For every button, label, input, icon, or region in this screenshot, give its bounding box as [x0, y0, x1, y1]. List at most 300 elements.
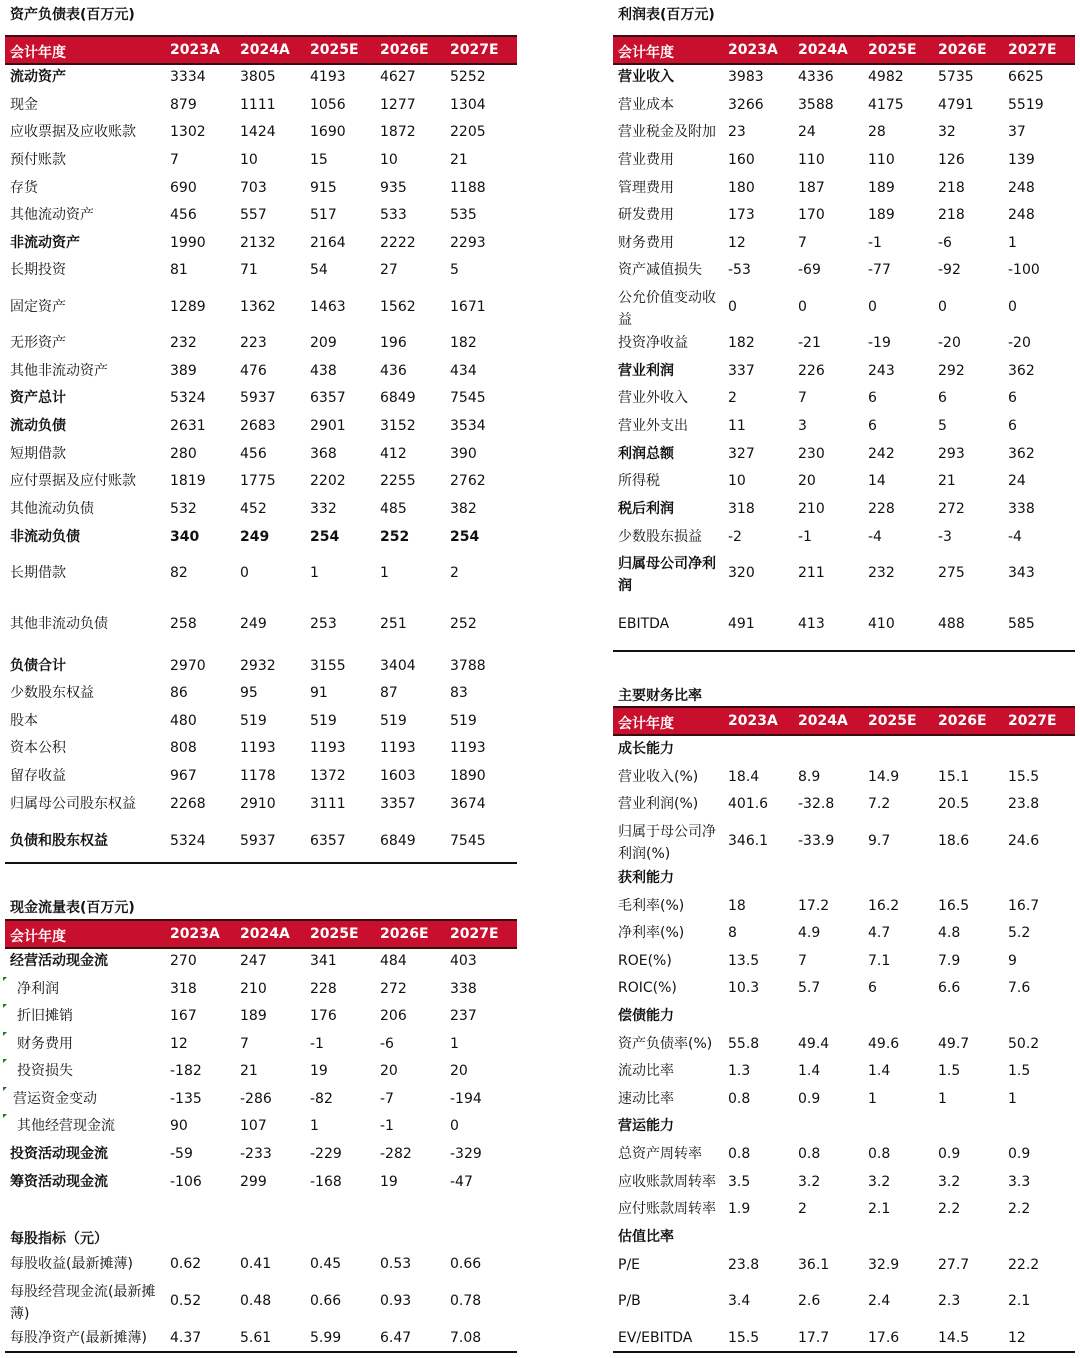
cell-value: 23.8	[728, 1257, 760, 1273]
balance-sheet-header	[5, 35, 517, 65]
cell-value: 13.5	[728, 953, 760, 969]
row-label: 偿债能力	[618, 1008, 674, 1024]
cell-value: 1	[310, 565, 319, 581]
table-row	[613, 924, 1075, 952]
cell-value: 248	[1008, 207, 1035, 223]
row-label: 研发费用	[618, 207, 674, 223]
cell-value: 703	[240, 180, 267, 196]
cell-value: 389	[170, 363, 197, 379]
cell-value: 332	[310, 501, 337, 517]
cell-value: 23	[728, 124, 746, 140]
cell-value: 17.6	[868, 1330, 900, 1346]
ratios-bottom-rule	[613, 1351, 1075, 1353]
row-label: 现金	[10, 97, 38, 113]
cell-value: 0.48	[240, 1293, 272, 1309]
cell-value: 5252	[450, 69, 486, 85]
cell-value: 4193	[310, 69, 346, 85]
row-label: 预付账款	[10, 152, 66, 168]
row-label: 非流动负债	[10, 529, 80, 545]
row-label: 折旧摊销	[17, 1008, 73, 1024]
cell-value: 5	[938, 418, 947, 434]
cell-value: 2.2	[938, 1201, 961, 1217]
cell-value: 232	[170, 335, 197, 351]
cell-value: 14	[868, 473, 886, 489]
cell-value: 585	[1008, 616, 1035, 632]
table-row	[613, 979, 1075, 1007]
table-row	[5, 1062, 517, 1090]
row-label: 其他非流动负债	[10, 616, 108, 632]
cell-value: -194	[450, 1091, 482, 1107]
cell-value: 879	[170, 97, 197, 113]
cell-value: 232	[868, 565, 895, 581]
cell-value: 2932	[240, 658, 276, 674]
cell-value: 206	[380, 1008, 407, 1024]
cell-value: 1775	[240, 473, 276, 489]
cell-value: 87	[380, 685, 398, 701]
cell-value: -82	[310, 1091, 333, 1107]
cell-value: -19	[868, 335, 891, 351]
cell-value: 293	[938, 446, 965, 462]
cell-value: 338	[450, 981, 477, 997]
cell-value: 6357	[310, 833, 346, 849]
cell-value: 1304	[450, 97, 486, 113]
cell-value: 3.5	[728, 1174, 751, 1190]
cell-value: -53	[728, 262, 751, 278]
table-row	[613, 206, 1075, 234]
cell-value: 480	[170, 713, 197, 729]
cell-value: 3404	[380, 658, 416, 674]
table-row	[613, 290, 1075, 328]
cell-value: 24.6	[1008, 833, 1040, 849]
header-year: 2023A	[728, 42, 778, 58]
cell-value: -286	[240, 1091, 272, 1107]
cell-value: 519	[240, 713, 267, 729]
table-row	[5, 417, 517, 445]
cell-value: 10	[728, 473, 746, 489]
cell-value: 280	[170, 446, 197, 462]
cell-value: 340	[170, 529, 200, 545]
row-label: 营业利润	[618, 363, 674, 379]
cell-value: 252	[380, 529, 410, 545]
cell-value: 2970	[170, 658, 206, 674]
cell-value: 0.53	[380, 1256, 412, 1272]
cell-value: 1.4	[868, 1063, 891, 1079]
row-label: 成长能力	[618, 741, 674, 757]
cell-value: -6	[938, 235, 952, 251]
table-row	[613, 96, 1075, 124]
row-label: 每股净资产(最新摊薄)	[10, 1330, 147, 1346]
cell-value: -4	[868, 529, 882, 545]
cell-value: 187	[798, 180, 825, 196]
cell-value: 210	[240, 981, 267, 997]
table-row	[613, 615, 1075, 643]
cell-value: 3534	[450, 418, 486, 434]
header-year: 2026E	[938, 713, 987, 729]
table-row	[5, 206, 517, 234]
cell-value: -2	[728, 529, 742, 545]
cell-value: 12	[728, 235, 746, 251]
cell-value: 1.4	[798, 1063, 821, 1079]
cell-value: 3334	[170, 69, 206, 85]
header-year: 2027E	[1008, 42, 1057, 58]
cell-value: 299	[240, 1174, 267, 1190]
cell-value: 55.8	[728, 1036, 760, 1052]
cell-value: 5324	[170, 833, 206, 849]
header-year: 2026E	[380, 42, 429, 58]
header-year: 2024A	[240, 926, 290, 942]
row-label: 资本公积	[10, 740, 66, 756]
cell-value: 247	[240, 953, 267, 969]
cell-value: 6.6	[938, 980, 961, 996]
cell-value: 327	[728, 446, 755, 462]
cell-value: 2164	[310, 235, 346, 251]
cell-value: 9	[1008, 953, 1017, 969]
cell-value: 28	[868, 124, 886, 140]
cell-value: 49.6	[868, 1036, 900, 1052]
cell-value: 242	[868, 446, 895, 462]
cell-value: 7.6	[1008, 980, 1031, 996]
cell-value: 18	[728, 898, 746, 914]
cell-value: 226	[798, 363, 825, 379]
table-row	[5, 767, 517, 795]
cell-value: 6	[938, 390, 947, 406]
table-row	[5, 472, 517, 500]
cell-value: 413	[798, 616, 825, 632]
cell-value: 12	[1008, 1330, 1026, 1346]
cell-value: 275	[938, 565, 965, 581]
header-label: 会计年度	[10, 45, 66, 61]
cell-value: 0.62	[170, 1256, 202, 1272]
table-row	[613, 952, 1075, 980]
cell-value: 24	[1008, 473, 1026, 489]
cell-value: 49.7	[938, 1036, 970, 1052]
cell-value: -229	[310, 1146, 342, 1162]
cell-value: 2.4	[868, 1293, 891, 1309]
cell-value: 3.2	[938, 1174, 961, 1190]
row-label: 营业收入	[618, 69, 674, 85]
cell-value: -168	[310, 1174, 342, 1190]
cell-value: 488	[938, 616, 965, 632]
cell-value: 243	[868, 363, 895, 379]
row-label: 利润总额	[618, 446, 674, 462]
cell-value: 5324	[170, 390, 206, 406]
table-row	[613, 261, 1075, 289]
cell-value: -135	[170, 1091, 202, 1107]
table-row	[5, 1255, 517, 1283]
cell-value: 3152	[380, 418, 416, 434]
cell-value: 23.8	[1008, 796, 1040, 812]
cell-value: 209	[310, 335, 337, 351]
cell-value: 6	[868, 418, 877, 434]
cell-value: 6849	[380, 833, 416, 849]
cell-value: -32.8	[798, 796, 835, 812]
row-label: 应收票据及应收账款	[10, 124, 136, 140]
cell-value: 15.1	[938, 769, 970, 785]
cell-value: 346.1	[728, 833, 769, 849]
cell-value: 18.4	[728, 769, 760, 785]
row-label: 所得税	[618, 473, 660, 489]
table-row	[613, 1062, 1075, 1090]
cell-value: 337	[728, 363, 755, 379]
cell-value: 6	[1008, 390, 1017, 406]
cell-value: 90	[170, 1118, 188, 1134]
cell-value: -1	[868, 235, 882, 251]
row-label: 固定资产	[10, 299, 66, 315]
cell-value: -100	[1008, 262, 1040, 278]
cell-value: -6	[380, 1036, 394, 1052]
cell-value: 210	[798, 501, 825, 517]
cell-value: 19	[310, 1063, 328, 1079]
row-label: 速动比率	[618, 1091, 674, 1107]
cell-value: 86	[170, 685, 188, 701]
cell-value: -1	[310, 1036, 324, 1052]
cell-value: 2255	[380, 473, 416, 489]
cell-value: 5.99	[310, 1330, 342, 1346]
table-row	[5, 952, 517, 980]
cell-value: 49.4	[798, 1036, 830, 1052]
cell-value: 3155	[310, 658, 346, 674]
row-label: 短期借款	[10, 446, 66, 462]
table-row	[613, 1145, 1075, 1173]
cell-value: 1463	[310, 299, 346, 315]
ratios-section	[613, 680, 1075, 1358]
cell-value: 452	[240, 501, 267, 517]
balance-sheet-title: 资产负债表(百万元)	[10, 7, 135, 23]
cell-value: 91	[310, 685, 328, 701]
row-label: 归属母公司股东权益	[10, 796, 136, 812]
cell-value: 519	[450, 713, 477, 729]
cell-value: 17.7	[798, 1330, 830, 1346]
cell-value: 6	[868, 980, 877, 996]
header-year: 2025E	[868, 42, 917, 58]
table-row	[613, 179, 1075, 207]
cell-value: 81	[170, 262, 188, 278]
cell-value: 223	[240, 335, 267, 351]
cell-value: 21	[450, 152, 468, 168]
cell-value: 0	[938, 299, 947, 315]
cell-value: 1193	[380, 740, 416, 756]
table-row	[5, 445, 517, 473]
cell-value: -3	[938, 529, 952, 545]
cell-value: 338	[1008, 501, 1035, 517]
cell-value: 2132	[240, 235, 276, 251]
cell-value: 5	[450, 262, 459, 278]
table-row	[613, 1228, 1075, 1256]
cell-value: 50.2	[1008, 1036, 1040, 1052]
cell-value: 3.2	[868, 1174, 891, 1190]
row-label: 投资活动现金流	[10, 1146, 108, 1162]
cell-value: 0.66	[450, 1256, 482, 1272]
cell-value: -233	[240, 1146, 272, 1162]
cell-value: 3.3	[1008, 1174, 1031, 1190]
cell-value: 230	[798, 446, 825, 462]
table-row	[5, 795, 517, 823]
cell-value: 533	[380, 207, 407, 223]
cell-value: 10	[380, 152, 398, 168]
header-year: 2027E	[1008, 713, 1057, 729]
cell-value: 1.5	[938, 1063, 961, 1079]
cell-value: 7	[170, 152, 179, 168]
row-label: 资产总计	[10, 390, 66, 406]
cell-value: 519	[310, 713, 337, 729]
cell-value: 8.9	[798, 769, 821, 785]
header-year: 2027E	[450, 926, 499, 942]
cell-value: 15.5	[1008, 769, 1040, 785]
table-row	[5, 739, 517, 767]
cell-value: 1	[380, 565, 389, 581]
cell-value: 0.8	[728, 1146, 751, 1162]
table-row	[5, 615, 517, 643]
ratios-header	[613, 706, 1075, 736]
cell-value: 3674	[450, 796, 486, 812]
cell-value: 4627	[380, 69, 416, 85]
cell-value: 0.66	[310, 1293, 342, 1309]
cell-value: 1	[868, 1091, 877, 1107]
cell-value: 915	[310, 180, 337, 196]
table-row	[5, 1117, 517, 1145]
cell-value: 10.3	[728, 980, 760, 996]
table-row	[5, 712, 517, 740]
cell-value: 6625	[1008, 69, 1044, 85]
cell-value: 0.9	[938, 1146, 961, 1162]
cell-value: -59	[170, 1146, 193, 1162]
cell-value: 270	[170, 953, 197, 969]
cell-value: 4982	[868, 69, 904, 85]
row-label: 毛利率(%)	[618, 898, 685, 914]
table-row	[613, 1090, 1075, 1118]
cell-value: 341	[310, 953, 337, 969]
cell-value: -47	[450, 1174, 473, 1190]
cell-value: 1302	[170, 124, 206, 140]
row-label: 非流动资产	[10, 235, 80, 251]
cell-value: 218	[938, 207, 965, 223]
row-label: 营业费用	[618, 152, 674, 168]
row-label: 流动比率	[618, 1063, 674, 1079]
cell-value: 24	[798, 124, 816, 140]
cell-value: 15.5	[728, 1330, 760, 1346]
cell-value: 18.6	[938, 833, 970, 849]
cell-value: 258	[170, 616, 197, 632]
cell-value: 2222	[380, 235, 416, 251]
table-row	[5, 832, 517, 860]
row-label: 长期投资	[10, 262, 66, 278]
header-year: 2024A	[798, 42, 848, 58]
table-row	[5, 980, 517, 1008]
cell-value: -33.9	[798, 833, 835, 849]
cell-value: 272	[380, 981, 407, 997]
table-row	[5, 1035, 517, 1063]
cell-value: 251	[380, 616, 407, 632]
table-row	[613, 334, 1075, 362]
header-year: 2026E	[380, 926, 429, 942]
cell-value: 3357	[380, 796, 416, 812]
cell-value: 2.1	[1008, 1293, 1031, 1309]
cell-value: 1890	[450, 768, 486, 784]
table-row	[5, 1145, 517, 1173]
cell-value: 2	[798, 1201, 807, 1217]
row-label: 流动资产	[10, 69, 66, 85]
cell-value: 95	[240, 685, 258, 701]
cell-marker-icon	[3, 1087, 7, 1091]
cash-flow-title: 现金流量表(百万元)	[10, 900, 135, 916]
row-label: 留存收益	[10, 768, 66, 784]
table-row	[613, 472, 1075, 500]
cell-value: 7.1	[868, 953, 891, 969]
cell-value: 3588	[798, 97, 834, 113]
header-label: 会计年度	[618, 45, 674, 61]
cell-value: 27.7	[938, 1257, 970, 1273]
header-year: 2025E	[310, 926, 359, 942]
cell-value: 935	[380, 180, 407, 196]
cell-value: 1671	[450, 299, 486, 315]
row-label: 营运能力	[618, 1118, 674, 1134]
row-label: EV/EBITDA	[618, 1330, 693, 1346]
cell-value: 21	[938, 473, 956, 489]
cell-value: -92	[938, 262, 961, 278]
cell-value: 0.8	[868, 1146, 891, 1162]
cell-value: 32	[938, 124, 956, 140]
cell-value: 0.41	[240, 1256, 272, 1272]
cell-value: 1178	[240, 768, 276, 784]
table-row	[613, 389, 1075, 417]
row-label: 营业利润(%)	[618, 796, 699, 812]
cell-value: 160	[728, 152, 755, 168]
table-row	[5, 234, 517, 262]
cell-value: 0.93	[380, 1293, 412, 1309]
table-row	[613, 556, 1075, 594]
table-row	[613, 897, 1075, 925]
cell-value: 83	[450, 685, 468, 701]
cell-value: 11	[728, 418, 746, 434]
row-label: 净利润	[17, 981, 59, 997]
cell-value: 7	[798, 235, 807, 251]
cell-value: 272	[938, 501, 965, 517]
cell-value: 5937	[240, 833, 276, 849]
cell-marker-icon	[3, 1004, 7, 1008]
row-label: 其他经营现金流	[17, 1118, 115, 1134]
cell-value: 6357	[310, 390, 346, 406]
cell-value: 180	[728, 180, 755, 196]
row-label: 负债合计	[10, 658, 66, 674]
cell-value: 71	[240, 262, 258, 278]
header-year: 2023A	[170, 926, 220, 942]
cell-value: 1	[450, 1036, 459, 1052]
cell-value: -106	[170, 1174, 202, 1190]
cell-value: 0	[240, 565, 249, 581]
row-label: ROE(%)	[618, 953, 672, 969]
cell-value: 2631	[170, 418, 206, 434]
cell-value: 410	[868, 616, 895, 632]
header-year: 2024A	[798, 713, 848, 729]
cell-value: 254	[450, 529, 480, 545]
table-row	[5, 564, 517, 592]
cell-value: 218	[938, 180, 965, 196]
cell-value: 5937	[240, 390, 276, 406]
table-row	[613, 362, 1075, 390]
cell-value: 2901	[310, 418, 346, 434]
cell-value: 3983	[728, 69, 764, 85]
cell-value: 456	[240, 446, 267, 462]
cell-value: 3.2	[798, 1174, 821, 1190]
cell-value: 6.47	[380, 1330, 412, 1346]
cell-value: 16.7	[1008, 898, 1040, 914]
cell-value: 1603	[380, 768, 416, 784]
cell-value: 0	[728, 299, 737, 315]
cell-value: 7	[240, 1036, 249, 1052]
cell-value: -69	[798, 262, 821, 278]
cell-marker-icon	[3, 1114, 7, 1118]
cell-value: 167	[170, 1008, 197, 1024]
